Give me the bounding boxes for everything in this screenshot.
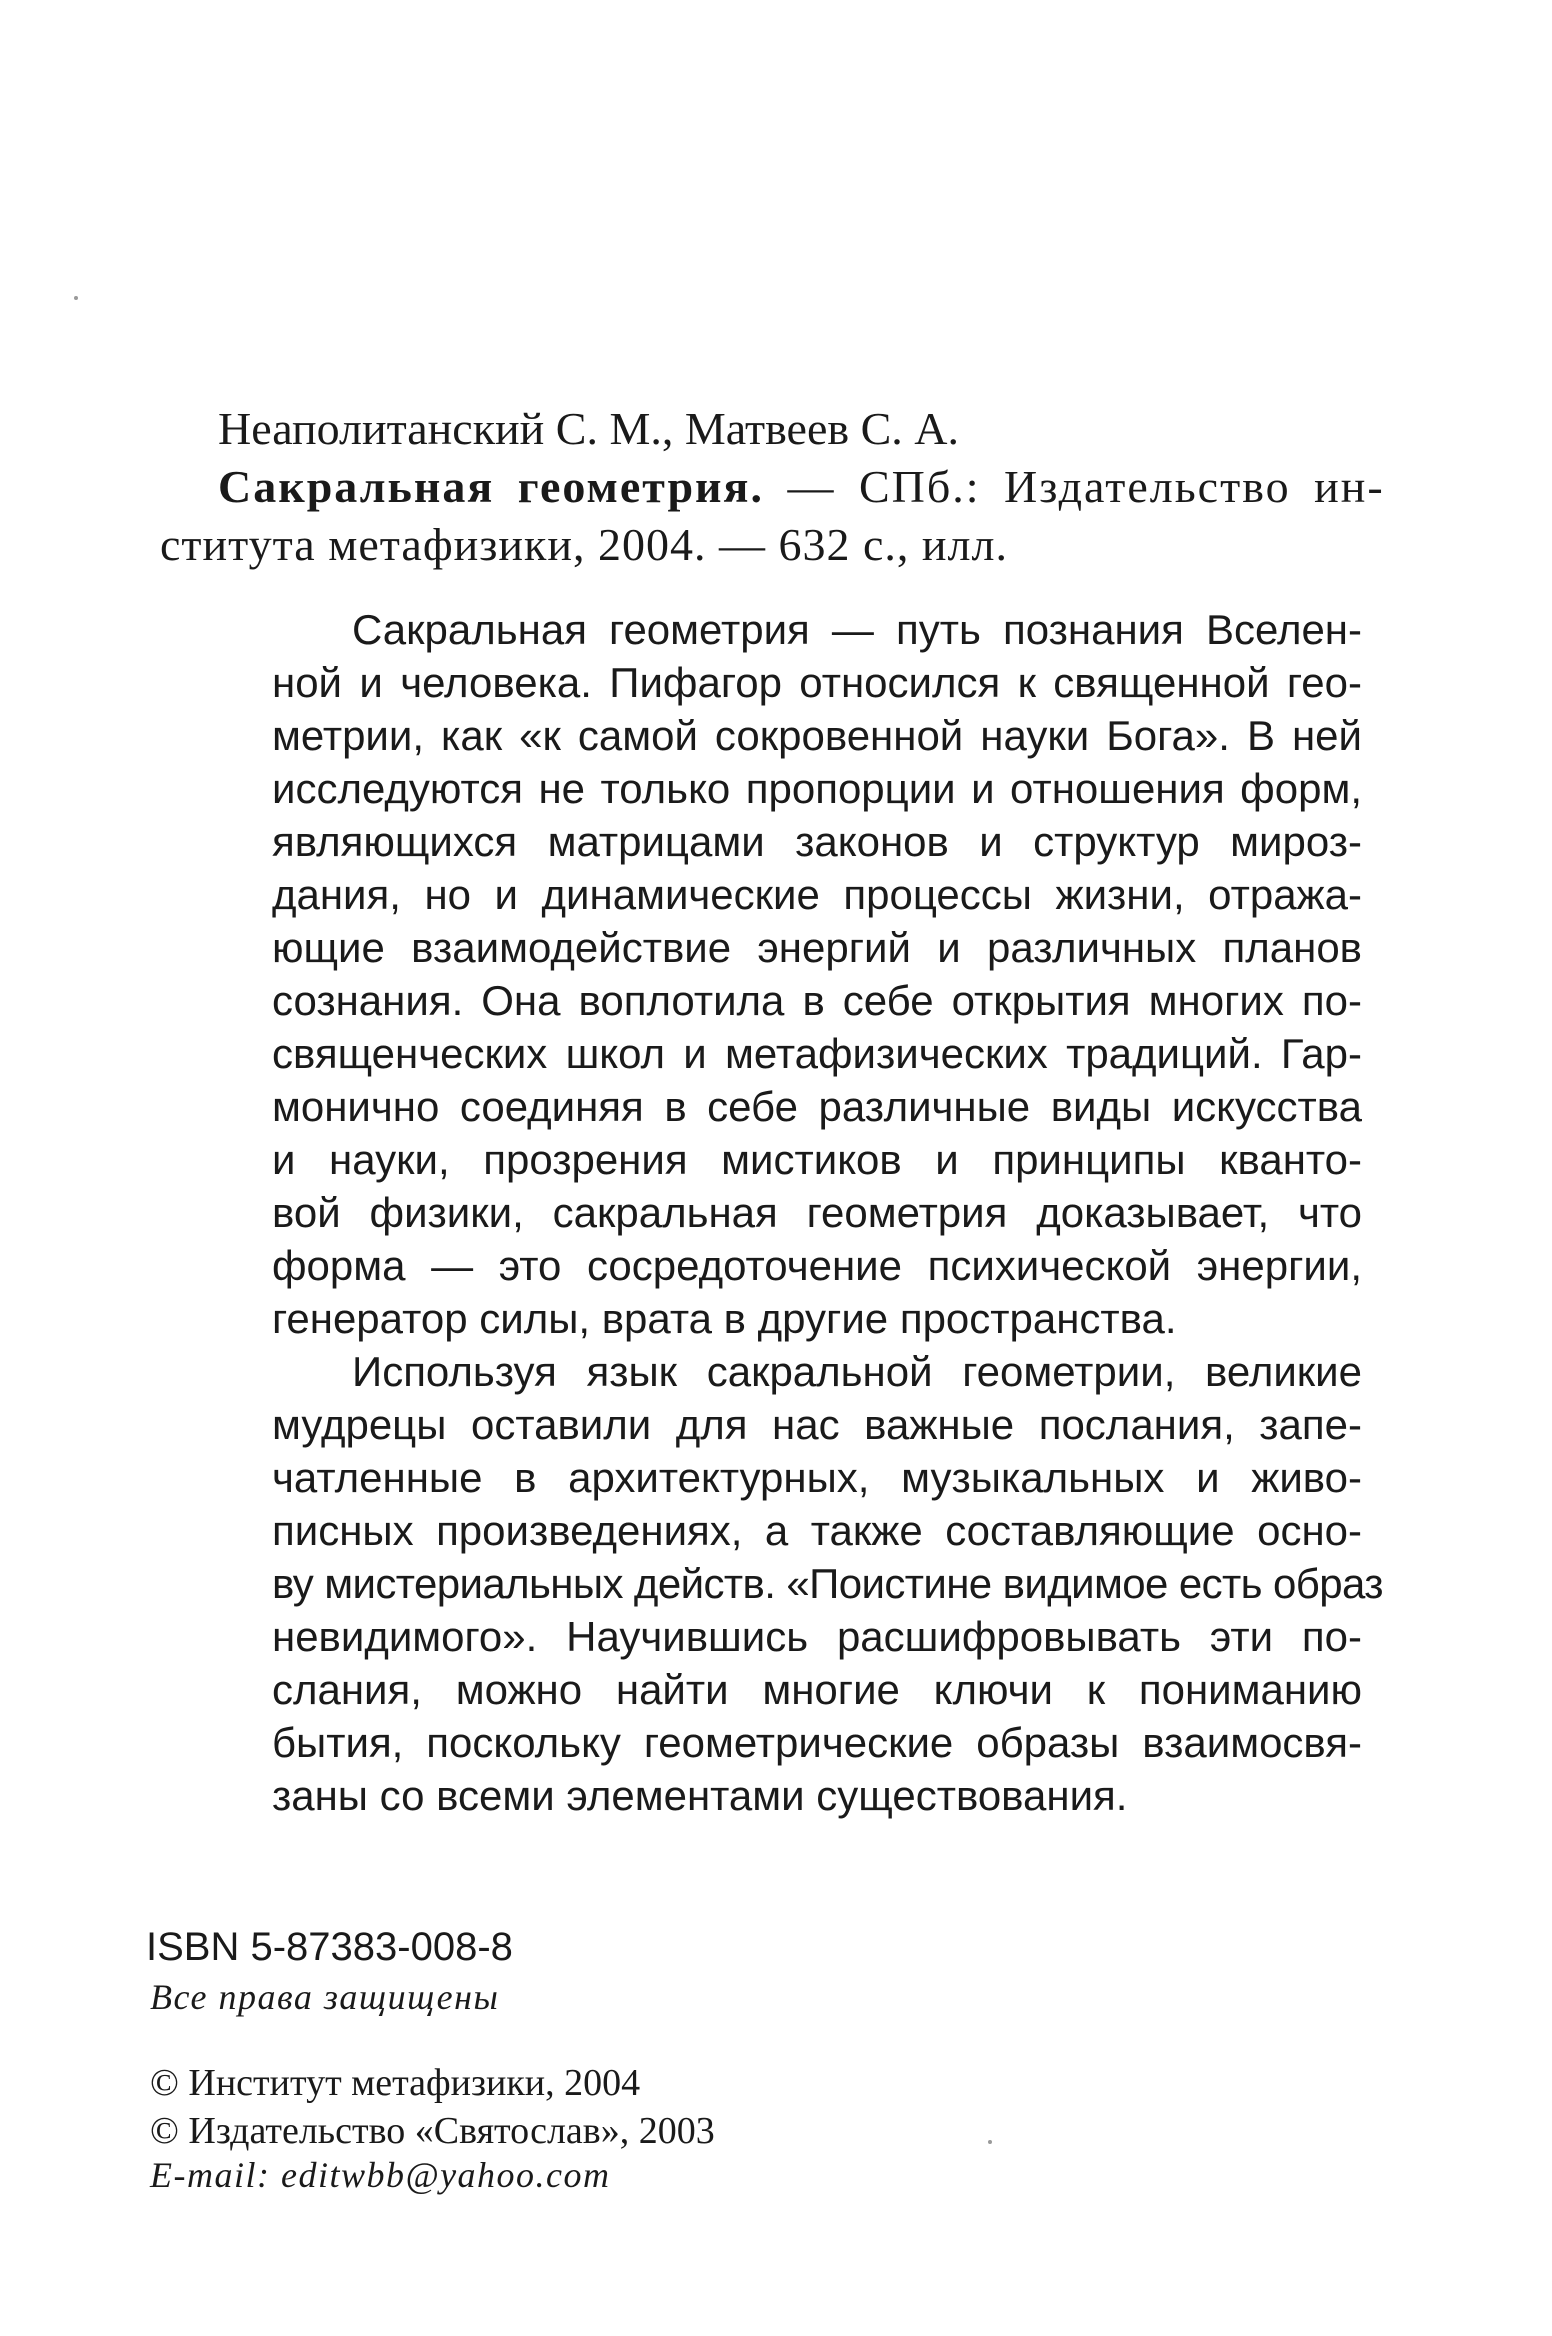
- isbn: ISBN 5-87383-008-8: [146, 1925, 513, 1969]
- annotation-line: вой физики, сакральная геометрия доказывает, что: [272, 1189, 1362, 1236]
- scan-speck: [74, 296, 78, 300]
- rights-notice: Все права защищены: [150, 1977, 500, 2017]
- imprint: ститута метафизики, 2004. — 632 с., илл.: [160, 519, 1008, 570]
- copyright-publisher: © Издательство «Святослав», 2003: [150, 2110, 715, 2152]
- annotation-line: и науки, прозрения мистиков и принципы кванто-: [272, 1136, 1362, 1183]
- authors: Неаполитанский С. М., Матвеев С. А.: [218, 403, 960, 454]
- title-line: [160, 458, 1450, 516]
- annotation-line: ву мистериальных действ. «Поистине видимое есть образ: [272, 1560, 1383, 1607]
- publisher-start: — СПб.: Издательство ин-: [787, 461, 1385, 512]
- bibliographic-record: [160, 400, 1450, 574]
- annotation: [272, 603, 1383, 1822]
- annotation-line: священческих школ и метафизических традиций. Гар-: [272, 1030, 1362, 1077]
- annotation-line: чатленные в архитектурных, музыкальных и живо-: [272, 1454, 1362, 1501]
- annotation-line: форма — это сосредоточение психической энергии,: [272, 1242, 1362, 1289]
- annotation-line: являющихся матрицами законов и структур мироз-: [272, 818, 1362, 865]
- annotation-line: дания, но и динамические процессы жизни, отража-: [272, 871, 1362, 918]
- scan-speck: [988, 2140, 992, 2144]
- annotation-line: ющие взаимодействие энергий и различных планов: [272, 924, 1362, 971]
- annotation-line: слания, можно найти многие ключи к пониманию: [272, 1666, 1362, 1713]
- copyright-institute: © Институт метафизики, 2004: [150, 2062, 641, 2104]
- annotation-line: невидимого». Научившись расшифровывать эти по-: [272, 1613, 1362, 1660]
- annotation-line: Используя язык сакральной геометрии, великие: [352, 1348, 1362, 1395]
- annotation-line: Сакральная геометрия — путь познания Вселен-: [352, 606, 1362, 653]
- annotation-line: заны со всеми элементами существования.: [272, 1772, 1128, 1819]
- annotation-line: бытия, поскольку геометрические образы взаимосвя-: [272, 1719, 1362, 1766]
- annotation-line: метрии, как «к самой сокровенной науки Бога». В ней: [272, 712, 1362, 759]
- annotation-line: писных произведениях, а также составляющие осно-: [272, 1507, 1362, 1554]
- annotation-line: мудрецы оставили для нас важные послания, запе-: [272, 1401, 1362, 1448]
- annotation-line: ной и человека. Пифагор относился к священной гео-: [272, 659, 1362, 706]
- annotation-line: сознания. Она воплотила в себе открытия многих по-: [272, 977, 1362, 1024]
- annotation-line: исследуются не только пропорции и отношения форм,: [272, 765, 1362, 812]
- annotation-line: монично соединяя в себе различные виды искусства: [272, 1083, 1362, 1130]
- email: E-mail: editwbb@yahoo.com: [150, 2155, 611, 2195]
- book-title: Сакральная геометрия.: [218, 461, 764, 512]
- annotation-line: генератор силы, врата в другие пространства.: [272, 1295, 1177, 1342]
